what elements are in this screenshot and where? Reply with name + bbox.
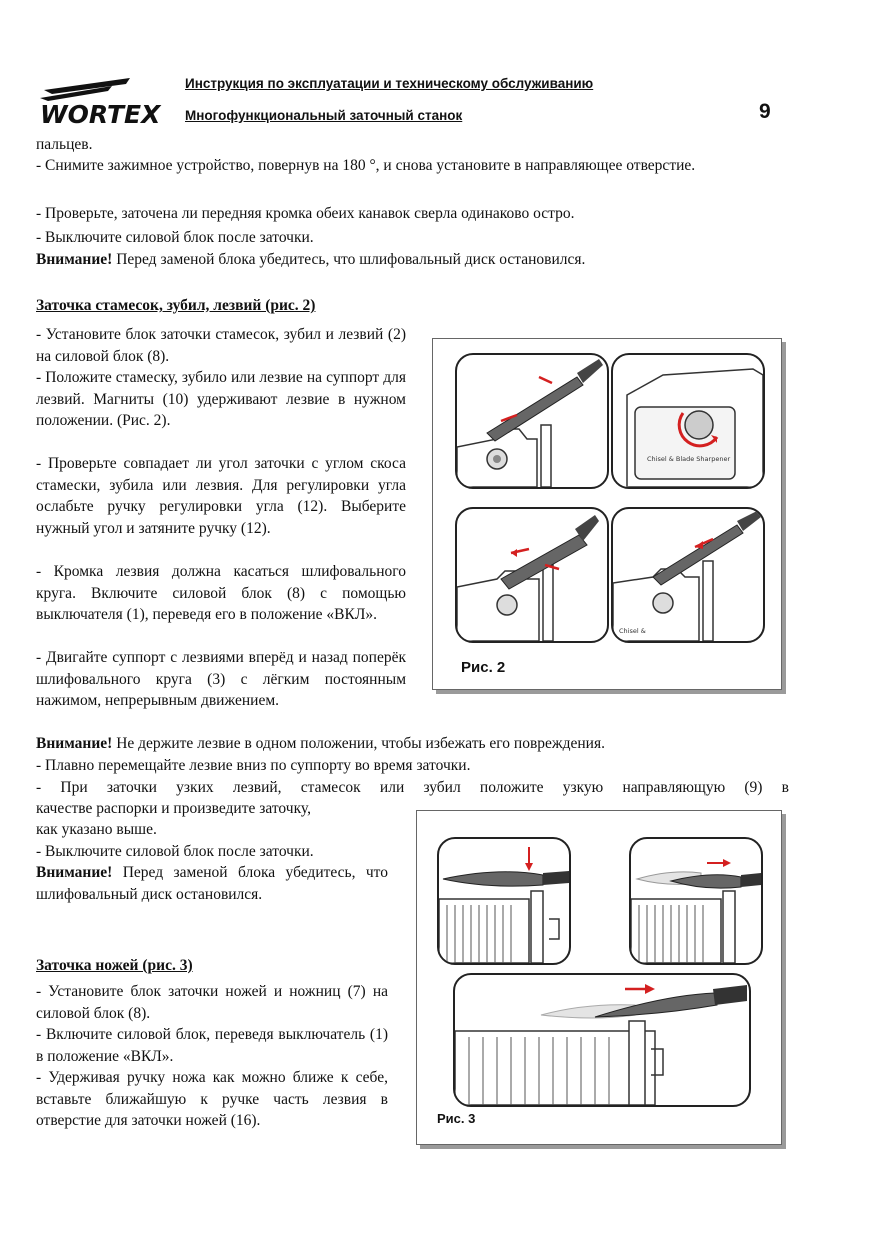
- chisel-warning-2: [36, 862, 388, 905]
- chisel-step-1: - Установите блок заточки стамесок, зубил и лезвий (2) на силовой блок (8).: [36, 326, 406, 365]
- narrow-blades-line2: качестве распорки и произведите заточку,: [36, 800, 311, 817]
- warning-text: Не держите лезвие в одном положении, чтобы избежать его повреждения.: [112, 735, 605, 752]
- header-subtitle: Многофункциональный заточный станок: [185, 108, 463, 123]
- panel-label: Chisel &: [619, 627, 646, 635]
- fig2-panel-1: [455, 353, 609, 489]
- warning-label: Внимание!: [36, 864, 113, 881]
- knife-step-1: - Установите блок заточки ножей и ножниц (7) на силовой блок (8).: [36, 983, 388, 1022]
- header-title: Инструкция по эксплуатации и техническому обслуживанию: [185, 76, 594, 91]
- warning-text: Перед заменой блока убедитесь, что шлифовальный диск остановился.: [36, 864, 388, 903]
- wortex-logo: [38, 76, 170, 128]
- chisel-step-5: - Двигайте суппорт с лезвиями вперёд и назад поперёк шлифовального круга (3) с лёгким постоянным нажимом, непрерывным движением.: [36, 649, 406, 709]
- fig2-panel-3: [455, 507, 609, 643]
- narrow-blades-line1: - При заточки узких лезвий, стамесок или зубил положите узкую направляющую (9) в: [36, 779, 789, 796]
- intro-remove-clamp: - Снимите зажимное устройство, повернув на 180 °, и снова установите в направляющее отверстие.: [36, 157, 696, 174]
- figure-3: [416, 810, 782, 1145]
- section-heading-knives: Заточка ножей (рис. 3): [36, 957, 193, 974]
- intro-check-edges: - Проверьте, заточена ли передняя кромка обеих канавок сверла одинаково остро.: [36, 205, 575, 222]
- warning-label: Внимание!: [36, 251, 113, 268]
- knife-step-2: - Включите силовой блок, переведя выключатель (1) в положение «ВКЛ».: [36, 1026, 388, 1065]
- chisel-move-down: - Плавно перемещайте лезвие вниз по суппорту во время заточки.: [36, 757, 471, 774]
- fig2-panel-2: [611, 353, 765, 489]
- section-heading-chisels: Заточка стамесок, зубил, лезвий (рис. 2): [36, 297, 316, 314]
- chisel-turn-off: - Выключите силовой блок после заточки.: [36, 843, 314, 860]
- warning-text: Перед заменой блока убедитесь, что шлифовальный диск остановился.: [112, 251, 586, 268]
- intro-turn-off: - Выключите силовой блок после заточки.: [36, 229, 314, 246]
- chisel-step-4: - Кромка лезвия должна касаться шлифовального круга. Включите силовой блок (8) с помощью выключателя (1), переведя его в положение «ВКЛ».: [36, 563, 406, 623]
- chisel-step-3: - Проверьте совпадает ли угол заточки с углом скоса стамески, зубила или лезвия. Для регулировки угла ослабьте ручку регулировки угла (12). Выберите нужный угол и затяните ручку (12).: [36, 455, 406, 537]
- fig3-panel-2: [629, 837, 763, 965]
- figure-2: [432, 338, 782, 690]
- figure-3-caption: Рис. 3: [437, 1111, 476, 1126]
- logo-text: WORTEX: [40, 100, 161, 128]
- fig3-panel-3: [453, 973, 751, 1107]
- chisel-step-2: - Положите стамеску, зубило или лезвие на суппорт для лезвий. Магниты (10) удерживают лезвие в нужном положении. (Рис. 2).: [36, 369, 406, 429]
- intro-fingers: пальцев.: [36, 136, 93, 153]
- panel-label: Chisel & Blade Sharpener: [647, 455, 731, 463]
- warning-label: Внимание!: [36, 735, 113, 752]
- page-number: 9: [759, 100, 771, 123]
- narrow-blades-line3: как указано выше.: [36, 821, 157, 838]
- chisel-warning: [36, 733, 789, 755]
- fig3-panel-1: [437, 837, 571, 965]
- knife-step-3: - Удерживая ручку ножа как можно ближе к себе, вставьте ближайшую к ручке часть лезвия в отверстие для заточки ножей (16).: [36, 1069, 388, 1129]
- fig2-panel-4: [611, 507, 765, 643]
- figure-2-caption: Рис. 2: [461, 659, 506, 676]
- intro-warning: [36, 249, 789, 271]
